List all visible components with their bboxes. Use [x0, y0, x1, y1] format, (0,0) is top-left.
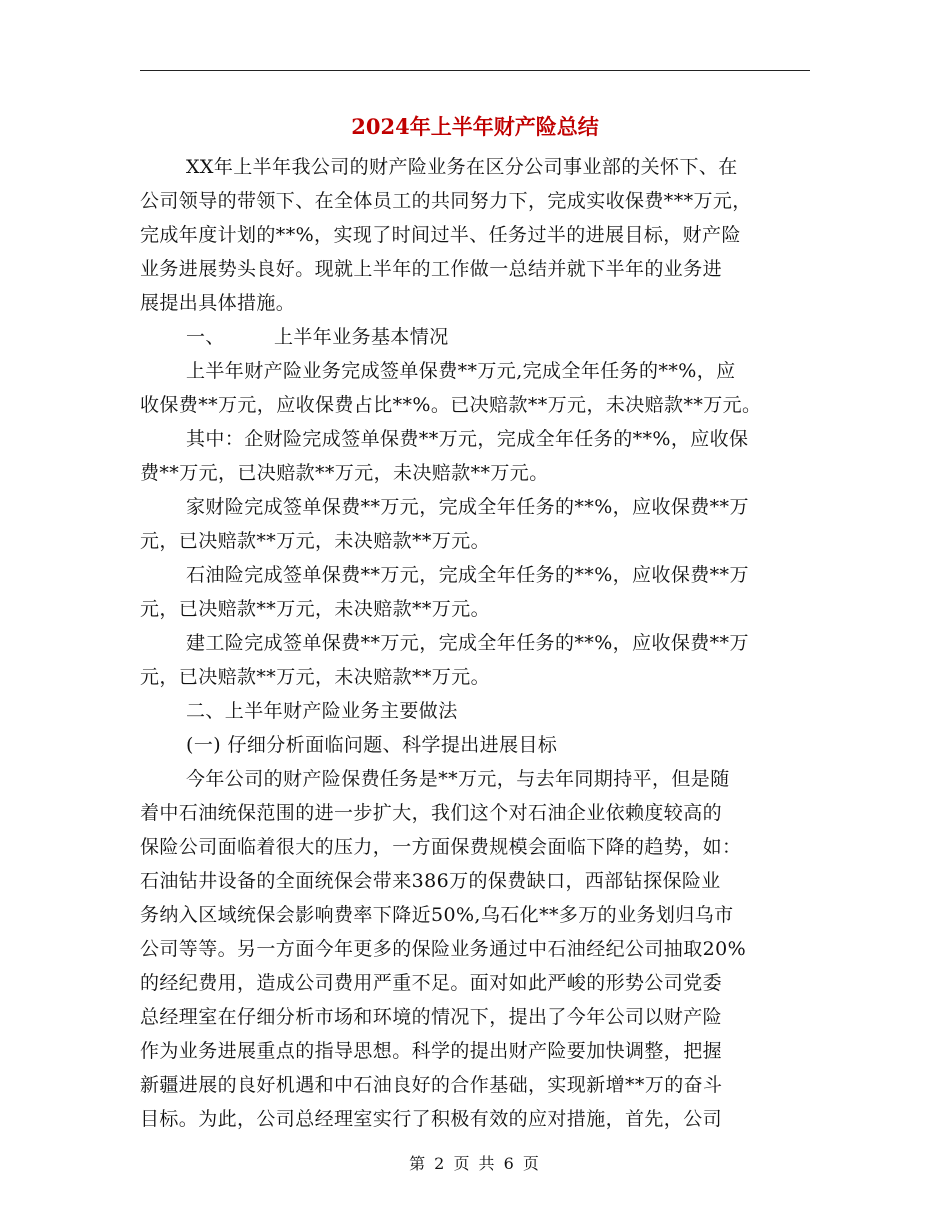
paragraph-line: 上半年财产险业务完成签单保费**万元,完成全年任务的**%，应: [186, 360, 736, 382]
paragraph-line: 展提出具体措施。: [140, 292, 296, 314]
paragraph-line: 石油险完成签单保费**万元，完成全年任务的**%，应收保费**万: [186, 564, 749, 586]
paragraph-line: 费**万元，已决赔款**万元，未决赔款**万元。: [140, 462, 549, 484]
paragraph-line: 务纳入区域统保会影响费率下降近50%,乌石化**多万的业务划归乌市: [140, 904, 734, 926]
paragraph-line: 的经纪费用，造成公司费用严重不足。面对如此严峻的形势公司党委: [140, 972, 723, 994]
paragraph-line: 作为业务进展重点的指导思想。科学的提出财产险要加快调整，把握: [140, 1040, 723, 1062]
paragraph-line: 业务进展势头良好。现就上半年的工作做一总结并就下半年的业务进: [140, 258, 723, 280]
paragraph-line: 新疆进展的良好机遇和中石油良好的合作基础，实现新增**万的奋斗: [140, 1074, 723, 1096]
paragraph-line: 元，已决赔款**万元，未决赔款**万元。: [140, 530, 491, 552]
paragraph-line: 其中：企财险完成签单保费**万元，完成全年任务的**%，应收保: [186, 428, 749, 450]
paragraph-line: 着中石油统保范围的进一步扩大，我们这个对石油企业依赖度较高的: [140, 802, 723, 824]
paragraph-line: 目标。为此，公司总经理室实行了积极有效的应对措施，首先，公司: [140, 1108, 723, 1130]
paragraph-line: 收保费**万元，应收保费占比**%。已决赔款**万元，未决赔款**万元。: [140, 394, 762, 416]
paragraph-line: 公司领导的带领下、在全体员工的共同努力下，完成实收保费***万元，: [140, 190, 752, 212]
paragraph-line: 完成年度计划的**%，实现了时间过半、任务过半的进展目标，财产险: [140, 224, 741, 246]
header-rule: [140, 70, 810, 71]
page-number-footer: 第 2 页 共 6 页: [409, 1154, 541, 1173]
paragraph-line: 公司等等。另一方面今年更多的保险业务通过中石油经纪公司抽取20%: [140, 938, 747, 960]
section-heading: [140, 320, 810, 354]
paragraph-line: XX年上半年我公司的财产险业务在区分公司事业部的关怀下、在: [186, 156, 738, 178]
section-title: 上半年业务基本情况: [274, 326, 449, 348]
paragraph-line: 总经理室在仔细分析市场和环境的情况下，提出了今年公司以财产险: [140, 1006, 723, 1028]
paragraph-line: 家财险完成签单保费**万元，完成全年任务的**%，应收保费**万: [186, 496, 749, 518]
paragraph-line: 保险公司面临着很大的压力，一方面保费规模会面临下降的趋势，如：: [140, 836, 742, 858]
paragraph-line: 今年公司的财产险保费任务是**万元，与去年同期持平，但是随: [186, 768, 730, 790]
paragraph-line: 元，已决赔款**万元，未决赔款**万元。: [140, 598, 491, 620]
document-body: [140, 150, 810, 1136]
section-number: 一、: [186, 326, 225, 348]
paragraph-line: 二、上半年财产险业务主要做法: [186, 700, 458, 722]
paragraph-line: 元，已决赔款**万元，未决赔款**万元。: [140, 666, 491, 688]
paragraph-line: (一) 仔细分析面临问题、科学提出进展目标: [186, 734, 558, 756]
paragraph-line: 石油钻井设备的全面统保会带来386万的保费缺口，西部钻探保险业: [140, 870, 721, 892]
paragraph-line: 建工险完成签单保费**万元，完成全年任务的**%，应收保费**万: [186, 632, 749, 654]
document-title: 2024年上半年财产险总结: [351, 114, 599, 139]
